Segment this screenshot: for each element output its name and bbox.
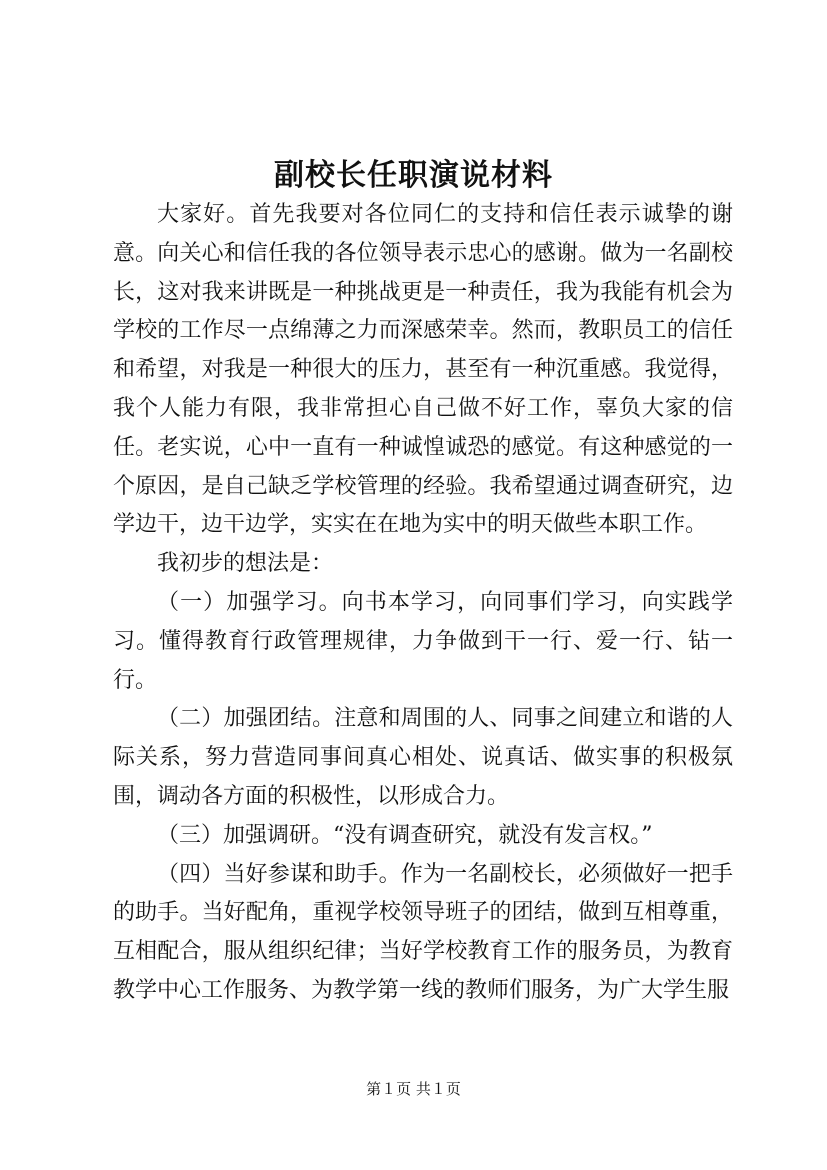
paragraph-thoughts: 我初步的想法是： bbox=[157, 551, 334, 577]
paragraph-item-4: （四）当好参谋和助手。作为一名副校长，必须做好一把手的助手。当好配角，重视学校领导班子的团结，做到互相尊重，互相配合，服从组织纪律；当好学校教育工作的服务员，为教育教学中心工作服务、为教学第一线的教师们服务，为广大学生服 bbox=[113, 861, 733, 1003]
paragraph-item-2: （二）加强团结。注意和周围的人、同事之间建立和谐的人际关系，努力营造同事间真心相处、说真话、做实事的积极氛围，调动各方面的积极性，以形成合力。 bbox=[113, 706, 733, 809]
document-body bbox=[113, 196, 733, 1011]
paragraph-item-1: （一）加强学习。向书本学习，向同事们学习，向实践学习。懂得教育行政管理规律，力争做到干一行、爱一行、钻一行。 bbox=[113, 589, 733, 693]
document-title: 副校长任职演说材料 bbox=[274, 158, 553, 193]
paragraph-item-3: （三）加强调研。“没有调查研究，就没有发言权。” bbox=[157, 822, 653, 848]
page-footer: 第１页 共１页 bbox=[366, 1080, 461, 1098]
paragraph-intro: 大家好。首先我要对各位同仁的支持和信任表示诚挚的谢意。向关心和信任我的各位领导表示忠心的感谢。做为一名副校长，这对我来讲既是一种挑战更是一种责任，我为我能有机会为学校的工作尽一点绵薄之力而深感荣幸。然而，教职员工的信任和希望，对我是一种很大的压力，甚至有一种沉重感。我觉得，我个人能力有限，我非常担心自己做不好工作，辜负大家的信任。老实说，心中一直有一种诚惶诚恐的感觉。有这种感觉的一个原因，是自己缺乏学校管理的经验。我希望通过调查研究，边学边干，边干边学，实实在在地为实中的明天做些本职工作。 bbox=[113, 202, 733, 538]
